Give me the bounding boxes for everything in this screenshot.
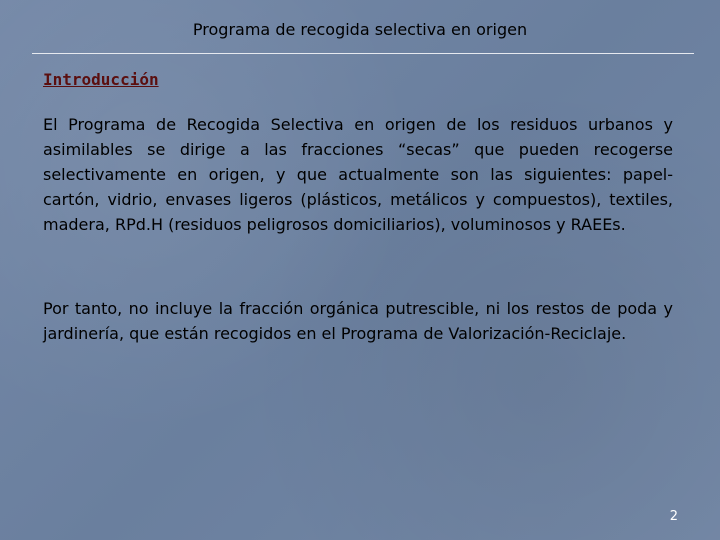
section-title: Introducción xyxy=(43,70,159,89)
paragraph-exclusions: Por tanto, no incluye la fracción orgánica putrescible, ni los restos de poda y jardinería, que están recogidos en el Programa de Valorización-Reciclaje. xyxy=(43,299,673,343)
header-divider xyxy=(32,53,694,54)
slide-header-title: Programa de recogida selectiva en origen xyxy=(192,20,528,39)
paragraph-intro: El Programa de Recogida Selectiva en origen de los residuos urbanos y asimilables se dirige a las fracciones “secas” que pueden recogerse selectivamente en origen, y que actualmente son las siguientes: papel-cartón, vidrio, envases ligeros (plásticos, metálicos y compuestos), textiles, madera, RPd.H (residuos peligrosos domiciliarios), voluminosos y RAEEs. xyxy=(43,115,673,234)
page-number: 2 xyxy=(669,509,678,524)
